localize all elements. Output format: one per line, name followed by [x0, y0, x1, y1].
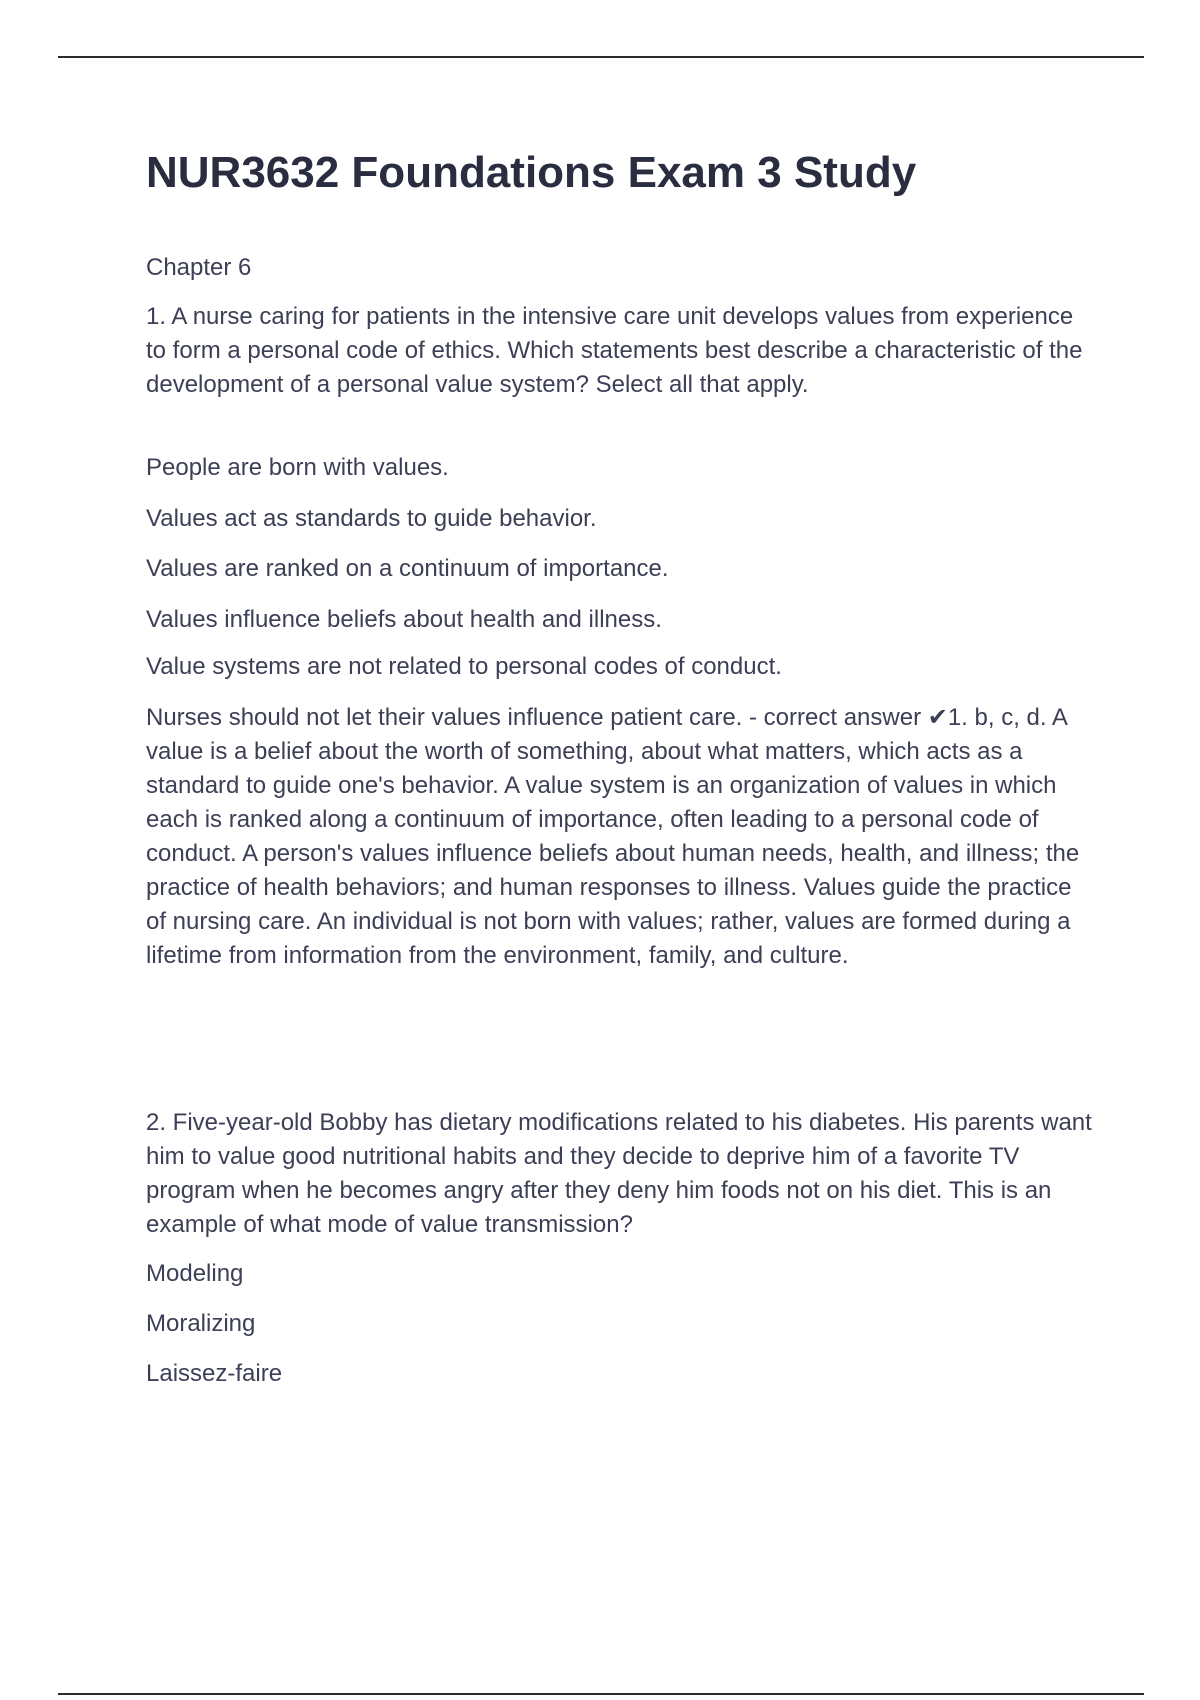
top-rule	[58, 56, 1144, 58]
question-1-option: Values are ranked on a continuum of importance.	[146, 555, 669, 582]
question-1-answer: Nurses should not let their values influence patient care. - correct answer ✔1. b, c, d. A value is a belief about the worth of something, about what matters, which acts as a standard to guide one's behavior. A value system is an organization of values in which each is ranked along a continuum of importance, often leading to a personal code of conduct. A person's values influence beliefs about human needs, health, and illness; the practice of health behaviors; and human responses to illness. Values guide the practice of nursing care. An individual is not born with values; rather, values are formed during a lifetime from information from the environment, family, and culture.	[146, 704, 1080, 969]
question-2-option: Modeling	[146, 1260, 244, 1287]
question-1-prompt: 1. A nurse caring for patients in the intensive care unit develops values from experience to form a personal code of ethics. Which statements best describe a characteristic of the development of a personal value system? Select all that apply.	[146, 303, 1083, 398]
question-2-prompt: 2. Five-year-old Bobby has dietary modifications related to his diabetes. His parents want him to value good nutritional habits and they decide to deprive him of a favorite TV program when he becomes angry after they deny him foods not on his diet. This is an example of what mode of value transmission?	[146, 1109, 1092, 1238]
bottom-rule	[58, 1693, 1144, 1695]
question-1-option: Value systems are not related to personal codes of conduct.	[146, 653, 782, 680]
question-1-option: People are born with values.	[146, 454, 449, 481]
chapter-heading: Chapter 6	[146, 254, 252, 281]
question-1-option: Values influence beliefs about health and illness.	[146, 606, 662, 633]
question-2-option: Laissez-faire	[146, 1360, 283, 1387]
question-1-option: Values act as standards to guide behavior.	[146, 505, 597, 532]
question-2-option: Moralizing	[146, 1310, 256, 1337]
document-title: NUR3632 Foundations Exam 3 Study	[146, 148, 917, 197]
